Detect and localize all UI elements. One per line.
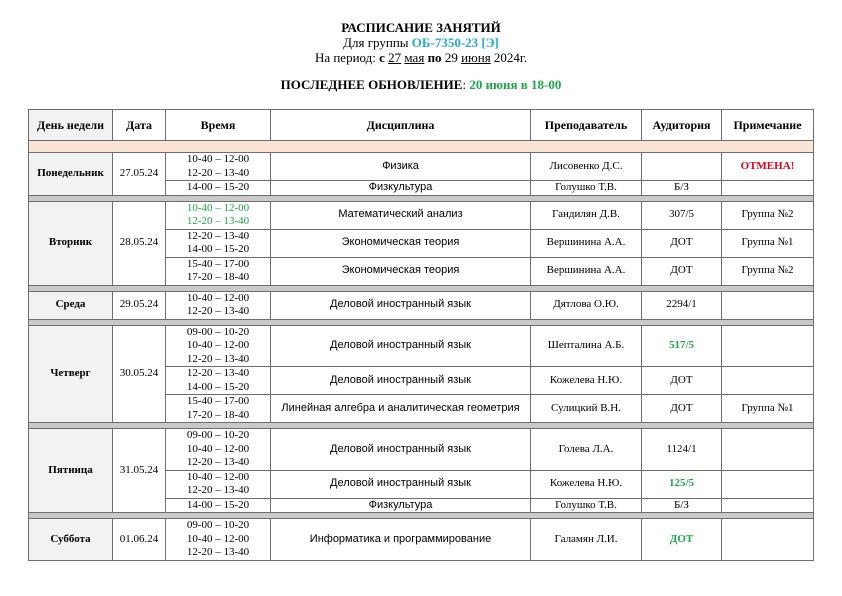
time-cell (166, 291, 271, 319)
period-year: 2024г. (493, 50, 528, 65)
table-row (29, 429, 814, 471)
note-cell (722, 519, 814, 561)
period-from-day: 27 (388, 50, 402, 65)
teacher-cell: Кожелева Н.Ю. (531, 470, 642, 498)
date-cell: 31.05.24 (113, 429, 166, 513)
document-header (0, 20, 842, 93)
time-slot: 09-00 – 10-20 (186, 325, 250, 338)
time-slot: 15-40 – 17-00 (186, 395, 250, 407)
note-cell (722, 429, 814, 471)
teacher-cell: Шепталина А.Б. (531, 325, 642, 367)
teacher-cell: Голева Л.А. (531, 429, 642, 471)
discipline-cell: Физика (271, 153, 531, 181)
time-slot: 09-00 – 10-20 (186, 519, 250, 531)
period-prefix: На период: (314, 50, 380, 65)
room-cell: 307/5 (642, 201, 722, 229)
time-slot: 10-40 – 12-00 (186, 442, 250, 455)
room-cell: Б/З (642, 498, 722, 513)
time-cell (166, 229, 271, 257)
date-cell: 30.05.24 (113, 325, 166, 423)
col-header-time: Время (166, 110, 271, 141)
note-cell (722, 325, 814, 367)
time-slot: 12-20 – 13-40 (186, 367, 250, 379)
room-cell: ДОТ (642, 367, 722, 395)
teacher-cell: Дятлова О.Ю. (531, 291, 642, 319)
discipline-cell: Деловой иностранный язык (271, 429, 531, 471)
time-slot-highlighted: 10-40 – 12-00 (186, 201, 250, 214)
room-cell: Б/З (642, 181, 722, 196)
note-cell (722, 367, 814, 395)
time-slot: 14-00 – 15-20 (186, 181, 250, 193)
time-slot: 10-40 – 12-00 (186, 532, 250, 545)
room-cell-highlighted: 125/5 (642, 470, 722, 498)
day-cell: Вторник (29, 201, 113, 285)
note-cell: Группа №2 (722, 201, 814, 229)
room-cell: ДОТ (642, 257, 722, 285)
time-slot: 17-20 – 18-40 (186, 271, 250, 283)
discipline-cell: Математический анализ (271, 201, 531, 229)
time-slot: 10-40 – 12-00 (186, 153, 250, 165)
time-slot: 09-00 – 10-20 (186, 429, 250, 441)
table-row (29, 291, 814, 319)
period-to-day: 29 (444, 50, 458, 65)
discipline-cell: Информатика и программирование (271, 519, 531, 561)
time-cell (166, 201, 271, 229)
day-cell: Пятница (29, 429, 113, 513)
time-cell (166, 325, 271, 367)
last-update-sep: : (462, 77, 467, 92)
time-slot: 12-20 – 13-40 (186, 166, 250, 179)
table-row (29, 153, 814, 181)
group-code: ОБ-7350-23 [Э] (411, 35, 499, 50)
teacher-cell: Голушко Т.В. (531, 181, 642, 196)
time-slot: 14-00 – 15-20 (186, 498, 250, 511)
room-cell-highlighted: 517/5 (642, 325, 722, 367)
room-cell-highlighted: ДОТ (642, 519, 722, 561)
room-cell: ДОТ (642, 229, 722, 257)
note-cell (722, 470, 814, 498)
date-cell: 01.06.24 (113, 519, 166, 561)
table-row (29, 519, 814, 561)
discipline-cell: Деловой иностранный язык (271, 325, 531, 367)
note-cell: Группа №2 (722, 257, 814, 285)
header-band (29, 141, 814, 153)
teacher-cell: Лисовенко Д.С. (531, 153, 642, 181)
time-cell (166, 429, 271, 471)
teacher-cell: Голушко Т.В. (531, 498, 642, 513)
note-cell-cancelled: ОТМЕНА! (722, 153, 814, 181)
teacher-cell: Вершинина А.А. (531, 229, 642, 257)
note-cell (722, 181, 814, 196)
period-to-word: по (427, 50, 442, 65)
note-cell: Группа №1 (722, 395, 814, 423)
teacher-cell: Вершинина А.А. (531, 257, 642, 285)
last-update-line (0, 77, 842, 93)
day-cell: Среда (29, 291, 113, 319)
last-update-label: ПОСЛЕДНЕЕ ОБНОВЛЕНИЕ (280, 77, 463, 92)
col-header-room: Аудитория (642, 110, 722, 141)
teacher-cell: Гандилян Д.В. (531, 201, 642, 229)
time-cell (166, 395, 271, 423)
time-slot: 12-20 – 13-40 (186, 305, 250, 317)
date-cell: 28.05.24 (113, 201, 166, 285)
note-cell (722, 498, 814, 513)
time-slot: 12-20 – 13-40 (186, 546, 250, 558)
time-cell (166, 498, 271, 513)
note-cell: Группа №1 (722, 229, 814, 257)
col-header-day: День недели (29, 110, 113, 141)
day-cell: Суббота (29, 519, 113, 561)
time-slot: 15-40 – 17-00 (186, 257, 250, 270)
teacher-cell: Сулицкий В.Н. (531, 395, 642, 423)
col-header-date: Дата (113, 110, 166, 141)
note-cell (722, 291, 814, 319)
time-slot: 12-20 – 13-40 (186, 229, 250, 242)
room-cell (642, 153, 722, 181)
time-slot: 17-20 – 18-40 (186, 408, 250, 421)
teacher-cell: Галамян Л.И. (531, 519, 642, 561)
time-slot-highlighted: 12-20 – 13-40 (186, 215, 250, 227)
time-cell (166, 181, 271, 196)
period-to-month: июня (461, 50, 491, 65)
period-from-month: мая (404, 50, 425, 65)
date-cell: 29.05.24 (113, 291, 166, 319)
discipline-cell: Деловой иностранный язык (271, 367, 531, 395)
col-header-teacher: Преподаватель (531, 110, 642, 141)
day-cell: Понедельник (29, 153, 113, 196)
group-prefix: Для группы (343, 35, 412, 50)
discipline-cell: Физкультура (271, 498, 531, 513)
header-band-cell (29, 141, 814, 153)
time-slot: 10-40 – 12-00 (186, 339, 250, 351)
time-slot: 10-40 – 12-00 (186, 470, 250, 483)
period-line (0, 50, 842, 65)
time-slot: 12-20 – 13-40 (186, 484, 250, 496)
time-cell (166, 257, 271, 285)
col-header-note: Примечание (722, 110, 814, 141)
discipline-cell: Экономическая теория (271, 229, 531, 257)
table-row (29, 201, 814, 229)
period-from-word: с (379, 50, 385, 65)
discipline-cell: Линейная алгебра и аналитическая геометрия (271, 395, 531, 423)
teacher-cell: Кожелева Н.Ю. (531, 367, 642, 395)
time-cell (166, 519, 271, 561)
schedule-table (28, 109, 814, 561)
discipline-cell: Физкультура (271, 181, 531, 196)
room-cell: ДОТ (642, 395, 722, 423)
room-cell: 2294/1 (642, 291, 722, 319)
last-update-value: 20 июня в 18-00 (469, 77, 562, 92)
time-cell (166, 367, 271, 395)
time-slot: 14-00 – 15-20 (186, 243, 250, 255)
room-cell: 1124/1 (642, 429, 722, 471)
table-row (29, 325, 814, 367)
time-slot: 14-00 – 15-20 (186, 380, 250, 393)
time-cell (166, 470, 271, 498)
schedule-title: РАСПИСАНИЕ ЗАНЯТИЙ (341, 20, 501, 35)
day-cell: Четверг (29, 325, 113, 423)
time-slot: 10-40 – 12-00 (186, 291, 250, 304)
time-slot: 12-20 – 13-40 (186, 456, 250, 468)
col-header-discipline: Дисциплина (271, 110, 531, 141)
time-slot: 12-20 – 13-40 (186, 352, 250, 365)
discipline-cell: Экономическая теория (271, 257, 531, 285)
date-cell: 27.05.24 (113, 153, 166, 196)
discipline-cell: Деловой иностранный язык (271, 291, 531, 319)
time-cell (166, 153, 271, 181)
discipline-cell: Деловой иностранный язык (271, 470, 531, 498)
table-header-row (29, 110, 814, 141)
group-line (0, 35, 842, 50)
